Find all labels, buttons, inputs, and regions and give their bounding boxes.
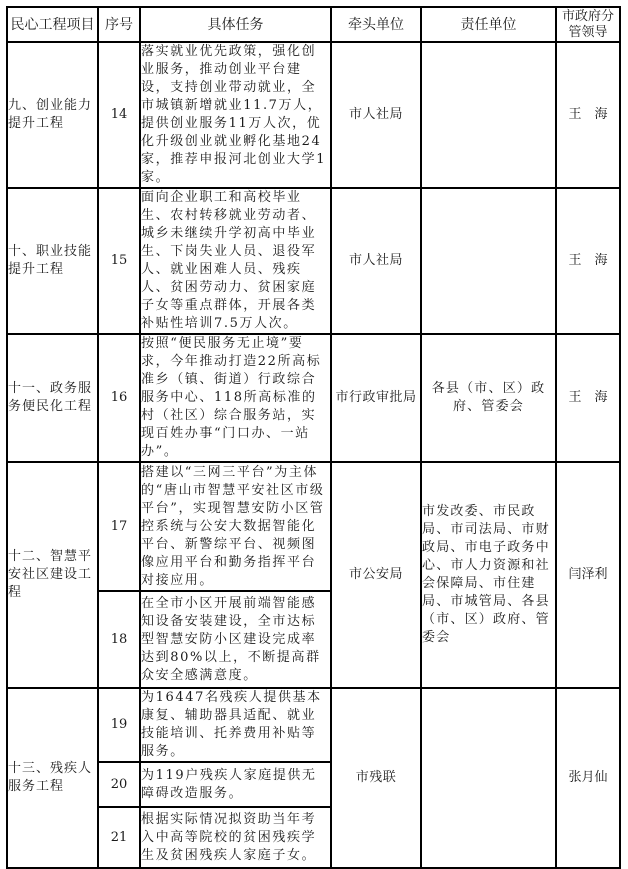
header-leader: 市政府分管领导: [556, 7, 620, 42]
task-description: 为16447名残疾人提供基本康复、辅助器具适配、就业技能培训、托养费用补贴等服务。: [140, 688, 331, 762]
resp-unit: 市发改委、市民政局、市司法局、市财政局、市电子政务中心、市人力资源和社会保障局、市住建局、市城管局、各县（市、区）政府、管委会: [421, 462, 556, 688]
lead-unit: 市人社局: [331, 42, 421, 188]
seq-number: 20: [98, 762, 140, 807]
header-task: 具体任务: [140, 7, 331, 42]
project-name: 十三、残疾人服务工程: [7, 688, 98, 868]
public-welfare-projects-table: [6, 6, 621, 869]
header-seq: 序号: [98, 7, 140, 42]
lead-unit: 市公安局: [331, 462, 421, 688]
task-description: 搭建以“三网三平台”为主体的“唐山市智慧平安社区市级平台”，实现智慧安防小区管控系统与公安大数据智能化平台、新警综平台、视频图像应用平台和勤务指挥平台对接应用。: [140, 462, 331, 591]
project-name: 十、职业技能提升工程: [7, 188, 98, 334]
lead-unit: 市人社局: [331, 188, 421, 334]
seq-number: 17: [98, 462, 140, 591]
seq-number: 14: [98, 42, 140, 188]
project-name: 十一、政务服务便民化工程: [7, 334, 98, 462]
lead-unit: 市残联: [331, 688, 421, 868]
task-description: 在全市小区开展前端智能感知设备安装建设，全市达标型智慧安防小区建设完成率达到80%以上，不断提高群众安全感满意度。: [140, 591, 331, 688]
leader-name: 王 海: [556, 334, 620, 462]
seq-number: 21: [98, 807, 140, 868]
resp-unit: 各县（市、区）政府、管委会: [421, 334, 556, 462]
header-resp-unit: 责任单位: [421, 7, 556, 42]
lead-unit: 市行政审批局: [331, 334, 421, 462]
seq-number: 16: [98, 334, 140, 462]
task-description: 按照“便民服务无止境”要求，今年推动打造22所高标准乡（镇、街道）行政综合服务中心、118所高标准的村（社区）综合服务站，实现百姓办事“门口办、一站办”。: [140, 334, 331, 462]
resp-unit: [421, 188, 556, 334]
header-lead-unit: 牵头单位: [331, 7, 421, 42]
task-description: 根据实际情况拟资助当年考入中高等院校的贫困残疾学生及贫困残疾人家庭子女。: [140, 807, 331, 868]
leader-name: 王 海: [556, 188, 620, 334]
seq-number: 18: [98, 591, 140, 688]
leader-name: 闫泽利: [556, 462, 620, 688]
seq-number: 19: [98, 688, 140, 762]
task-description: 为119户残疾人家庭提供无障碍改造服务。: [140, 762, 331, 807]
resp-unit: [421, 42, 556, 188]
task-description: 面向企业职工和高校毕业生、农村转移就业劳动者、城乡未继续升学初高中毕业生、下岗失业人员、退役军人、就业困难人员、残疾人、贫困劳动力、贫困家庭子女等重点群体，开展各类补贴性培训7.5万人次。: [140, 188, 331, 334]
header-project: 民心工程项目: [7, 7, 98, 42]
table-row: [7, 462, 620, 591]
seq-number: 15: [98, 188, 140, 334]
project-name: 十二、智慧平安社区建设工程: [7, 462, 98, 688]
table-row: [7, 42, 620, 188]
table-row: [7, 188, 620, 334]
project-name: 九、创业能力提升工程: [7, 42, 98, 188]
task-description: 落实就业优先政策，强化创业服务，推动创业平台建设，支持创业带动就业，全市城镇新增就业11.7万人，提供创业服务11万人次，优化升级创业就业孵化基地24家，推荐申报河北创业大学1家。: [140, 42, 331, 188]
leader-name: 王 海: [556, 42, 620, 188]
header-row: [7, 7, 620, 42]
table-row: [7, 334, 620, 462]
resp-unit: [421, 688, 556, 868]
table-row: [7, 688, 620, 762]
leader-name: 张月仙: [556, 688, 620, 868]
